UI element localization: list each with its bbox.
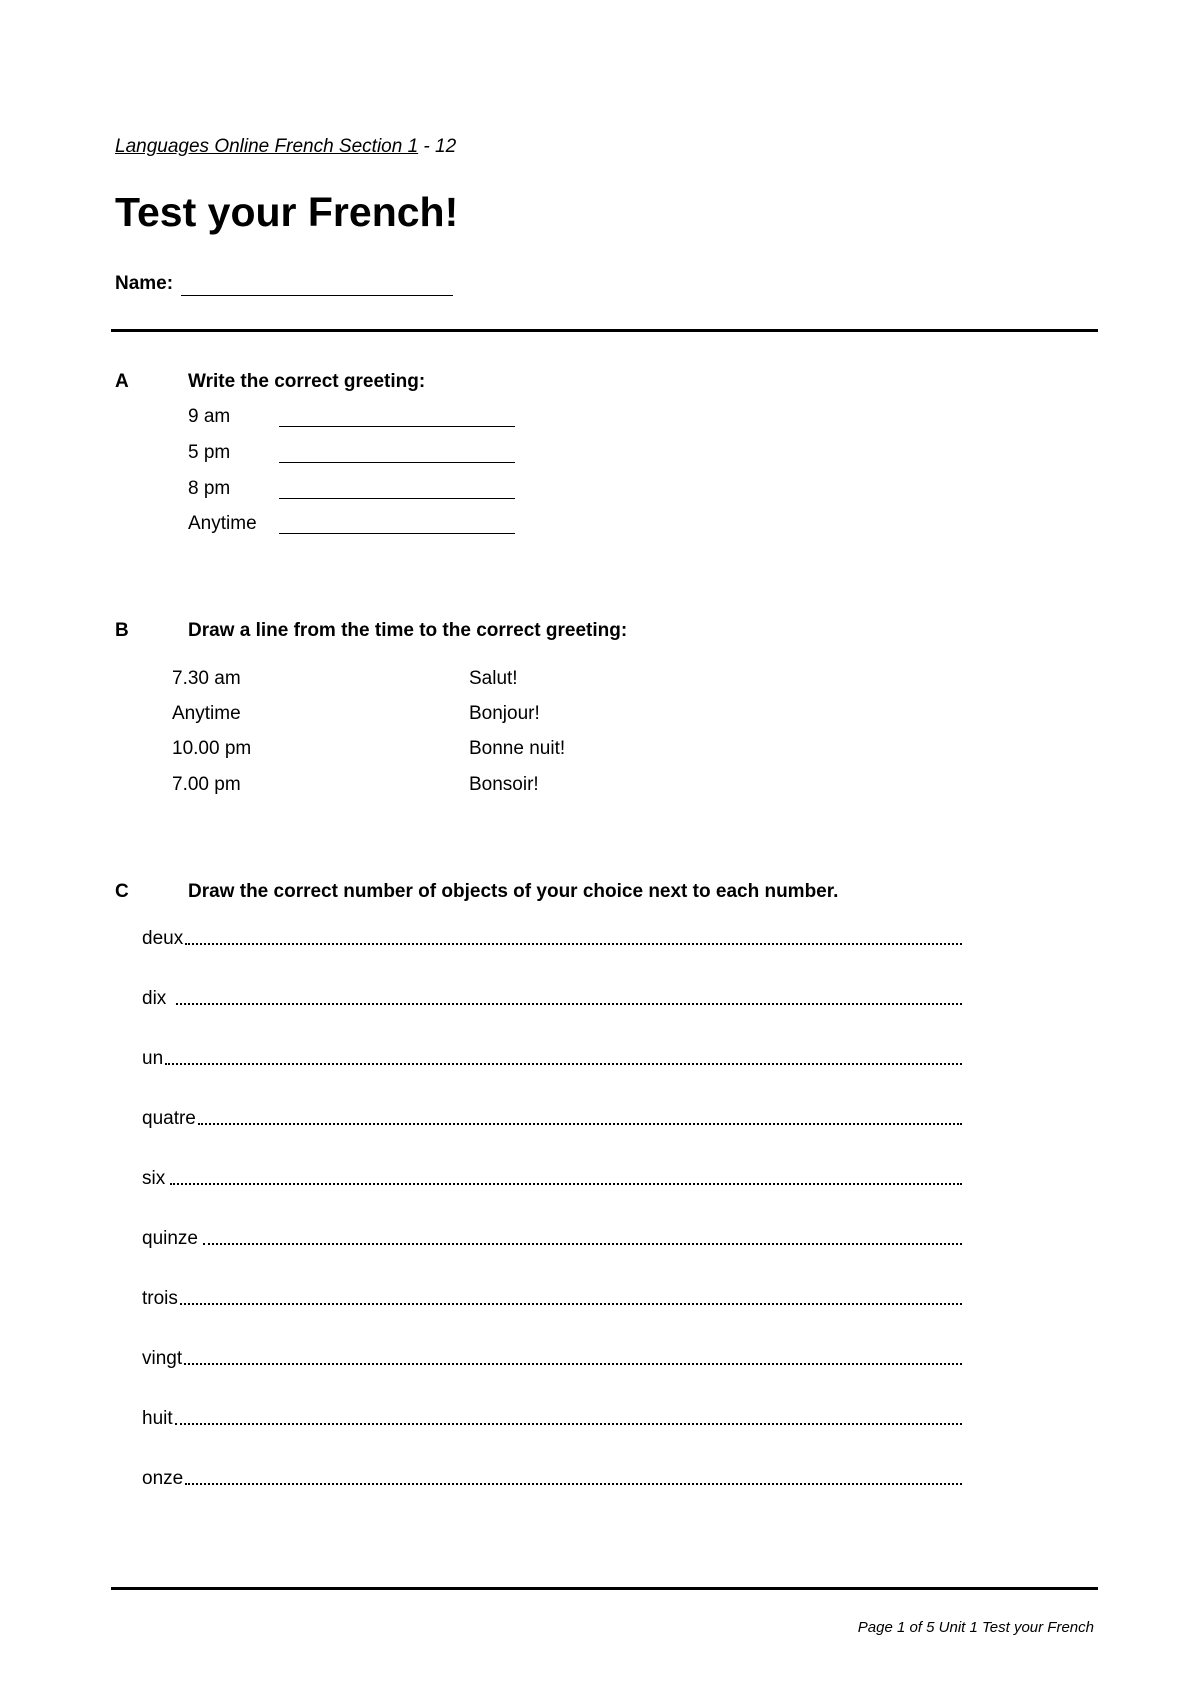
number-word: trois <box>142 1288 178 1309</box>
section-b-greeting: Bonne nuit! <box>469 738 566 759</box>
section-a-item: 5 pm <box>188 442 231 463</box>
number-row <box>142 1466 962 1490</box>
dotted-drawing-line[interactable] <box>198 1123 962 1125</box>
number-row <box>142 986 962 1010</box>
number-row <box>142 1226 962 1250</box>
section-c-instruction: Draw the correct number of objects of your choice next to each number. <box>188 881 839 902</box>
section-a-item: 9 am <box>188 406 231 427</box>
section-a-instruction: Write the correct greeting: <box>188 371 426 392</box>
series-title <box>115 136 456 158</box>
dotted-drawing-line[interactable] <box>176 1003 962 1005</box>
number-row <box>142 1406 962 1430</box>
dotted-drawing-line[interactable] <box>184 1363 962 1365</box>
number-word: deux <box>142 928 184 949</box>
section-a-item: 8 pm <box>188 478 231 499</box>
number-row <box>142 1106 962 1130</box>
dotted-drawing-line[interactable] <box>170 1183 962 1185</box>
section-a-answer-line[interactable] <box>279 498 515 499</box>
section-b-instruction: Draw a line from the time to the correct greeting: <box>188 620 628 641</box>
number-word: un <box>142 1048 164 1069</box>
dotted-drawing-line[interactable] <box>203 1243 962 1245</box>
number-row <box>142 1046 962 1070</box>
number-row <box>142 926 962 950</box>
name-field[interactable] <box>181 295 453 296</box>
section-b-time: 7.30 am <box>172 668 241 689</box>
section-a-letter: A <box>115 371 129 392</box>
page-footer: Page 1 of 5 Unit 1 Test your French <box>857 1619 1094 1636</box>
page-title: Test your French! <box>115 189 459 235</box>
dotted-drawing-line[interactable] <box>175 1423 962 1425</box>
section-b-time: 10.00 pm <box>172 738 252 759</box>
section-b-greeting: Bonjour! <box>469 703 540 724</box>
top-divider <box>111 329 1098 332</box>
number-word: dix <box>142 988 167 1009</box>
section-b-greeting: Bonsoir! <box>469 774 539 795</box>
dotted-drawing-line[interactable] <box>180 1303 962 1305</box>
section-a-answer-line[interactable] <box>279 426 515 427</box>
section-a-answer-line[interactable] <box>279 533 515 534</box>
number-word: quinze <box>142 1228 198 1249</box>
dotted-drawing-line[interactable] <box>185 1483 962 1485</box>
number-row <box>142 1166 962 1190</box>
number-word: quatre <box>142 1108 196 1129</box>
section-a-item: Anytime <box>188 513 257 534</box>
section-b-letter: B <box>115 620 129 641</box>
section-a-answer-line[interactable] <box>279 462 515 463</box>
series-link[interactable]: Languages Online French Section 1 <box>115 136 419 157</box>
number-word: vingt <box>142 1348 183 1369</box>
name-label: Name: <box>115 273 174 294</box>
number-word: onze <box>142 1468 184 1489</box>
section-b-greeting: Salut! <box>469 668 518 689</box>
section-b-time: 7.00 pm <box>172 774 241 795</box>
section-b-time: Anytime <box>172 703 241 724</box>
number-row <box>142 1346 962 1370</box>
bottom-divider <box>111 1587 1098 1590</box>
number-word: six <box>142 1168 166 1189</box>
dotted-drawing-line[interactable] <box>185 943 962 945</box>
section-c-letter: C <box>115 881 129 902</box>
dotted-drawing-line[interactable] <box>165 1063 962 1065</box>
series-suffix: - 12 <box>418 136 457 157</box>
number-row <box>142 1286 962 1310</box>
number-word: huit <box>142 1408 173 1429</box>
